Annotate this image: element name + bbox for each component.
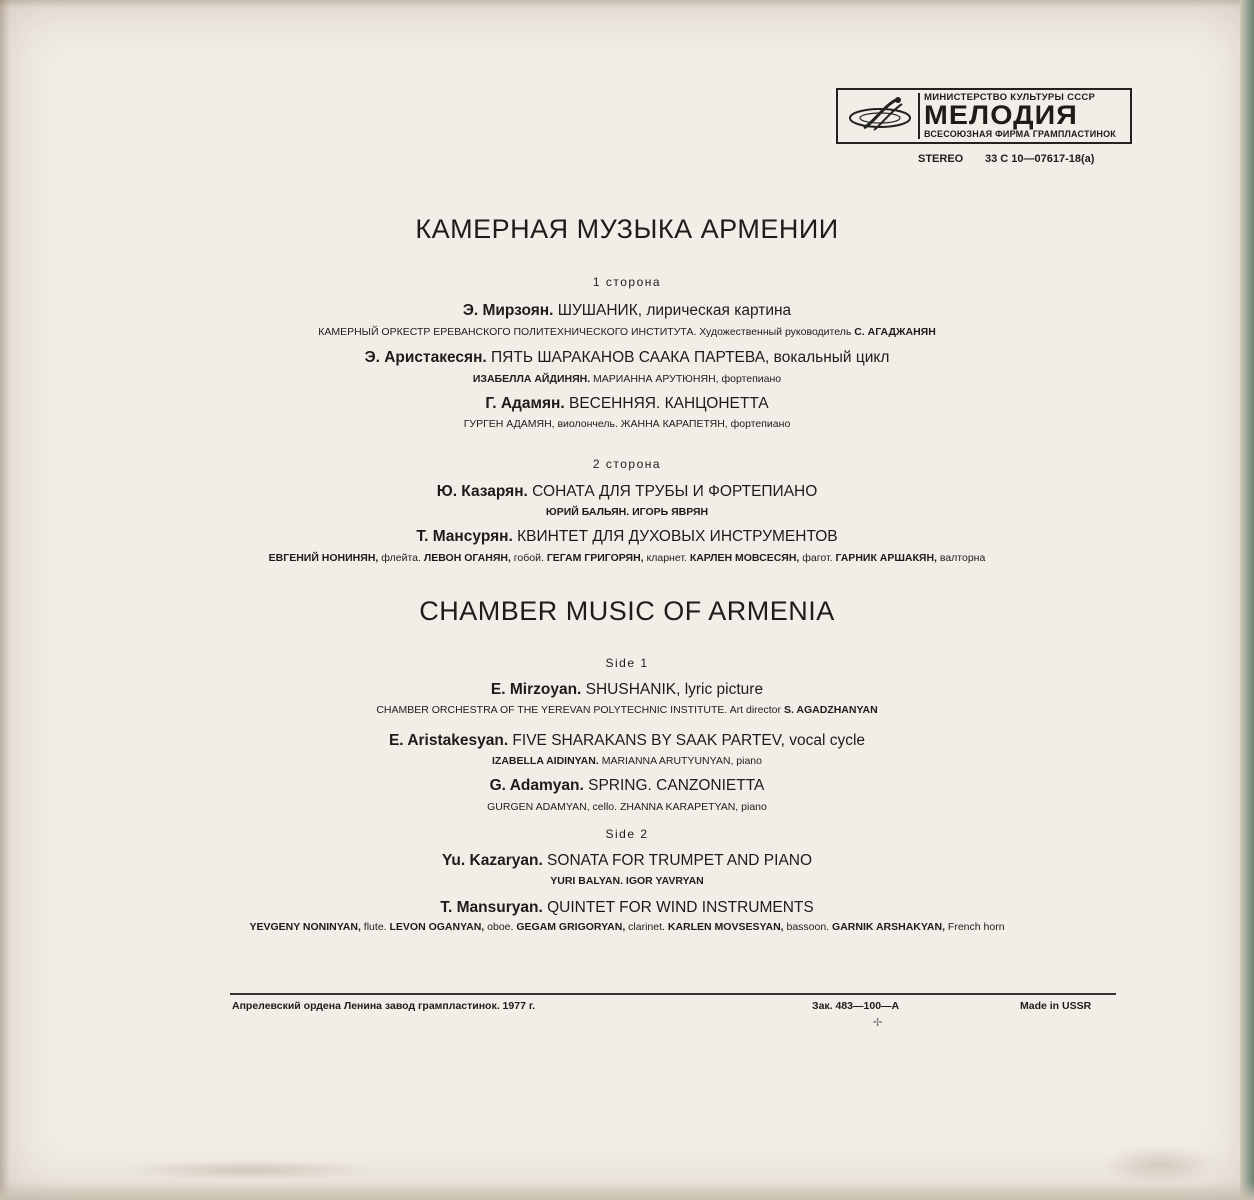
logo-firm-text: ВСЕСОЮЗНАЯ ФИРМА ГРАМПЛАСТИНОК [924, 129, 1116, 139]
track-title [0, 395, 1254, 413]
wear-mark [120, 1160, 380, 1180]
composer-name: Yu. Kazaryan. [441, 852, 543, 869]
work-title: FIVE SHARAKANS BY SAAK PARTEV, vocal cycle [508, 732, 866, 749]
instrument: clarinet. [625, 921, 668, 933]
work-title: ШУШАНИК, лирическая картина [553, 302, 792, 319]
logo-ministry-text: МИНИСТЕРСТВО КУЛЬТУРЫ СССР [924, 92, 1096, 103]
performers-line: ГУРГЕН АДАМЯН, виолончель. ЖАННА КАРАПЕТЯН, фортепиано [463, 418, 791, 430]
melodiya-emblem-icon [844, 94, 916, 138]
small-mark-icon: ✢ [873, 1017, 883, 1029]
performers-bold: S. AGADZHANYAN [783, 704, 878, 716]
track-title [0, 302, 1254, 320]
performer-name: GEGAM GRIGORYAN, [516, 921, 626, 933]
performers-text: CHAMBER ORCHESTRA OF THE YEREVAN POLYTECHNIC INSTITUTE. Art director [376, 704, 784, 716]
instrument: French horn [945, 921, 1005, 933]
composer-name: T. Mansuryan. [440, 899, 543, 916]
instrument: кларнет. [643, 552, 690, 564]
sleeve-bottom-edge [0, 1182, 1254, 1200]
composer-name: Э. Аристакесян. [364, 349, 487, 366]
logo-brand-name: МЕЛОДИЯ [924, 100, 1078, 130]
performers-bold: ИЗАБЕЛЛА АЙДИНЯН. [472, 373, 591, 385]
performers-line [0, 875, 1254, 887]
instrument: flute. [360, 921, 390, 933]
work-title: QUINTET FOR WIND INSTRUMENTS [542, 899, 814, 916]
work-title: ПЯТЬ ШАРАКАНОВ СААКА ПАРТЕВА, вокальный цикл [486, 349, 890, 366]
instrument: гобой. [510, 552, 547, 564]
track-title [0, 899, 1254, 917]
track-title [0, 777, 1254, 795]
performer-name: КАРЛЕН МОВСЕСЯН, [689, 552, 800, 564]
composer-name: E. Mirzoyan. [490, 681, 582, 698]
performers-bold: IZABELLA AIDINYAN. [492, 755, 599, 767]
performers-line [0, 506, 1254, 518]
composer-name: E. Aristakesyan. [388, 732, 509, 749]
performer-name: ЕВГЕНИЙ НОНИНЯН, [268, 552, 379, 564]
composer-name: Т. Мансурян. [416, 528, 513, 545]
composer-name: Э. Мирзоян. [462, 302, 554, 319]
performer-name: ЛЕВОН ОГАНЯН, [423, 552, 511, 564]
performers-line [0, 704, 1254, 716]
performers-line [0, 552, 1254, 564]
english-side-1-heading: Side 1 [605, 656, 649, 670]
performers-bold: С. АГАДЖАНЯН [854, 326, 936, 338]
wear-mark [1100, 1145, 1220, 1185]
performer-name: KARLEN MOVSESYAN, [667, 921, 784, 933]
performers-line [0, 326, 1254, 338]
catalog-number: 33 С 10—07617-18(а) [985, 153, 1095, 165]
sleeve-top-edge [0, 0, 1254, 8]
performers-line [0, 373, 1254, 385]
performers-bold: YURI BALYAN. IGOR YAVRYAN [550, 875, 704, 887]
performer-name: ГАРНИК АРШАКЯН, [835, 552, 937, 564]
instrument: фагот. [799, 552, 836, 564]
instrument: валторна [936, 552, 986, 564]
track-title [0, 852, 1254, 870]
russian-side-1-heading: 1 сторона [592, 275, 662, 289]
work-title: КВИНТЕТ ДЛЯ ДУХОВЫХ ИНСТРУМЕНТОВ [512, 528, 838, 545]
composer-name: Г. Адамян. [485, 395, 565, 412]
performer-name: YEVGENY NONINYAN, [249, 921, 361, 933]
work-title: СОНАТА ДЛЯ ТРУБЫ И ФОРТЕПИАНО [527, 483, 818, 500]
track-title [0, 732, 1254, 750]
instrument: флейта. [378, 552, 424, 564]
footer-rule [230, 993, 1116, 995]
russian-title: КАМЕРНАЯ МУЗЫКА АРМЕНИИ [415, 214, 839, 244]
instrument: bassoon. [783, 921, 833, 933]
track-title [0, 483, 1254, 501]
performers-text: МАРИАННА АРУТЮНЯН, фортепиано [590, 373, 782, 385]
performer-name: GARNIK ARSHAKYAN, [832, 921, 946, 933]
performers-text: MARIANNA ARUTYUNYAN, piano [598, 755, 762, 767]
english-title: CHAMBER MUSIC OF ARMENIA [419, 596, 835, 626]
track-title [0, 528, 1254, 546]
performers-line [0, 755, 1254, 767]
melodiya-logo [836, 88, 1132, 144]
composer-name: Ю. Казарян. [436, 483, 528, 500]
work-title: SPRING. CANZONIETTA [583, 777, 765, 794]
performer-name: LEVON OGANYAN, [389, 921, 485, 933]
english-side-2-heading: Side 2 [605, 827, 649, 841]
composer-name: G. Adamyan. [489, 777, 584, 794]
performers-bold: ЮРИЙ БАЛЬЯН. ИГОРЬ ЯВРЯН [545, 506, 709, 518]
russian-side-2-heading: 2 сторона [592, 457, 662, 471]
work-title: SONATA FOR TRUMPET AND PIANO [542, 852, 813, 869]
work-title: SHUSHANIK, lyric picture [581, 681, 764, 698]
footer-factory-text: Апрелевский ордена Ленина завод грампластинок. 1977 г. [232, 1000, 536, 1012]
footer-order-number: Зак. 483—100—А [812, 1000, 900, 1012]
track-title [0, 681, 1254, 699]
stereo-label: STEREO [918, 153, 964, 165]
track-title [0, 349, 1254, 367]
footer-made-in: Made in USSR [1020, 1000, 1092, 1012]
work-title: ВЕСЕННЯЯ. КАНЦОНЕТТА [564, 395, 769, 412]
performers-line: GURGEN ADAMYAN, cello. ZHANNA KARAPETYAN, piano [487, 801, 767, 813]
performers-line [0, 921, 1254, 933]
performer-name: ГЕГАМ ГРИГОРЯН, [546, 552, 644, 564]
performers-text: КАМЕРНЫЙ ОРКЕСТР ЕРЕВАНСКОГО ПОЛИТЕХНИЧЕСКОГО ИНСТИТУТА. Художественный руководитель [318, 326, 855, 338]
logo-divider [918, 93, 920, 139]
instrument: oboe. [484, 921, 517, 933]
